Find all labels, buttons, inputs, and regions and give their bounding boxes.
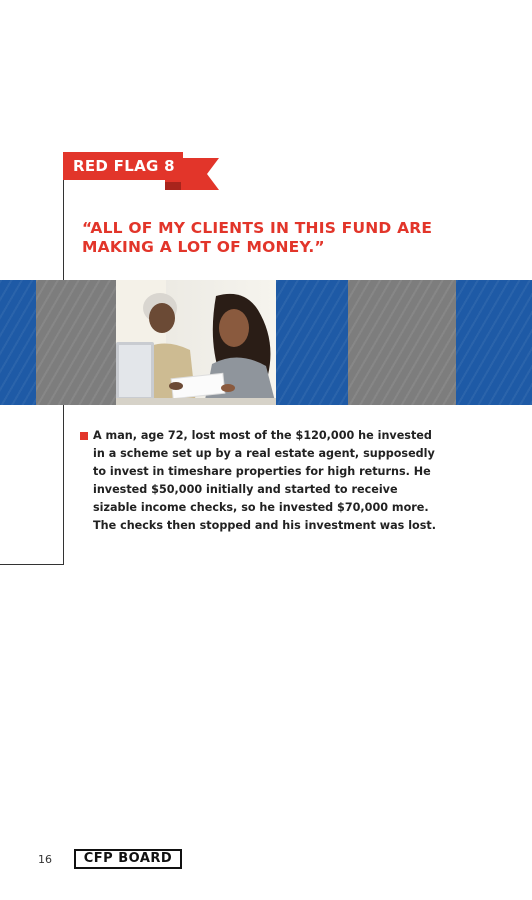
band-blue-segment: [276, 280, 348, 405]
bullet-text: A man, age 72, lost most of the $120,000 he invested in a scheme set up by a real estate agent, supposedly to invest in timeshare properties for high returns. He invested $50,000 initially and started to receive sizable income checks, so he invested $70,000 more. The checks then stopped and his investment was lost.: [93, 429, 436, 532]
band-blue-segment: [456, 280, 532, 405]
page-number: 16: [38, 853, 52, 866]
frame-line-bottom: [63, 405, 64, 565]
clients-photo: [116, 280, 276, 405]
frame-line-foot: [0, 564, 64, 565]
band-gray-segment: [348, 280, 456, 405]
image-band: [0, 280, 532, 405]
cfp-board-logo: CFP BOARD: [74, 849, 182, 869]
bullet-item: [80, 427, 440, 535]
flag-label: RED FLAG 8: [63, 152, 183, 180]
bullet-square-icon: [80, 432, 88, 440]
band-blue-segment: [0, 280, 36, 405]
band-gray-segment: [36, 280, 116, 405]
quote-heading: “ALL OF MY CLIENTS IN THIS FUND ARE MAKING A LOT OF MONEY.”: [82, 219, 433, 256]
